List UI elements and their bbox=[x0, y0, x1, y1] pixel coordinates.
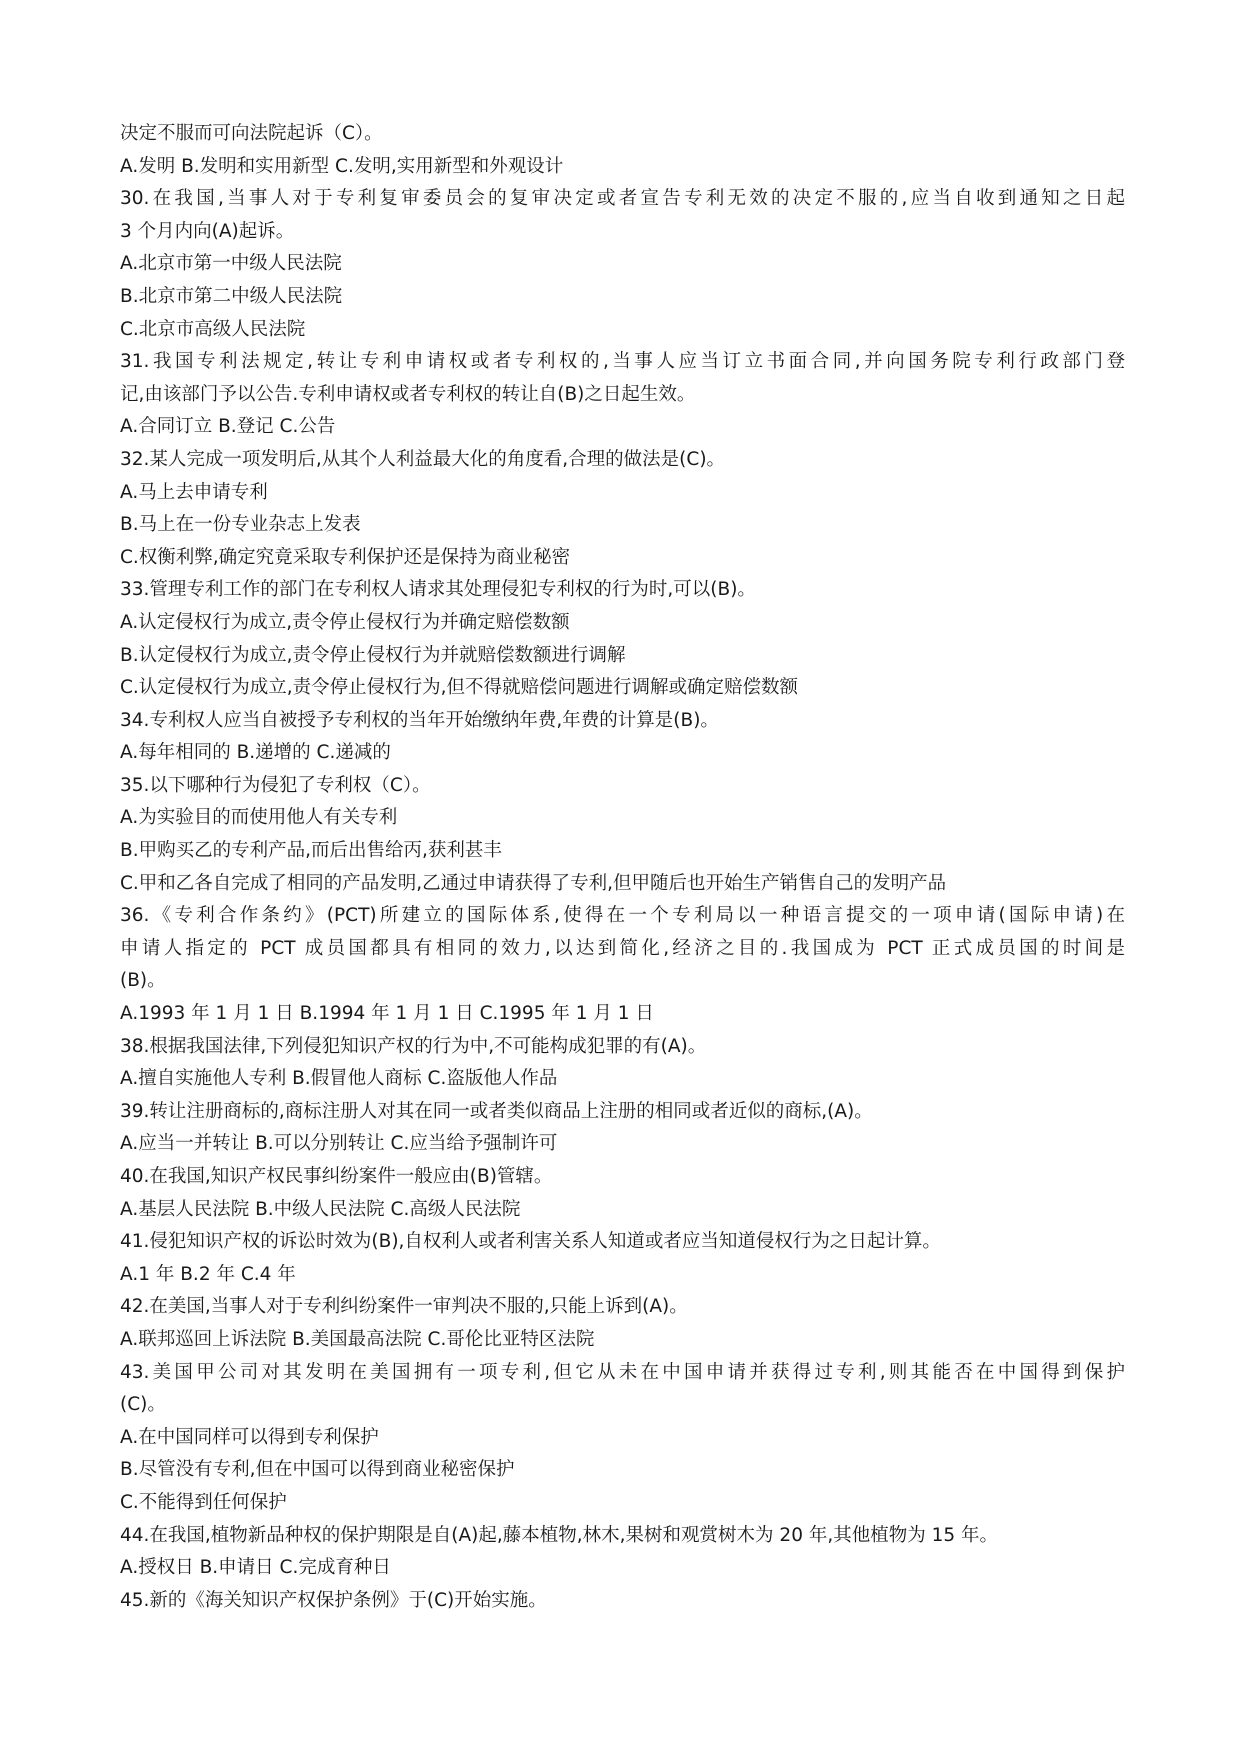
question-list bbox=[120, 118, 1125, 1617]
text-line: 35.以下哪种行为侵犯了专利权（C）。 bbox=[120, 774, 431, 796]
text-line: 记,由该部门予以公告.专利申请权或者专利权的转让自(B)之日起生效。 bbox=[120, 383, 696, 405]
text-line: A.马上去申请专利 bbox=[120, 481, 268, 503]
text-line: 44.在我国,植物新品种权的保护期限是自(A)起,藤本植物,林木,果树和观赏树木为 20 年,其他植物为 15 年。 bbox=[120, 1524, 999, 1546]
text-line: C.不能得到任何保护 bbox=[120, 1491, 287, 1513]
text-line: A.1 年 B.2 年 C.4 年 bbox=[120, 1263, 296, 1285]
text-line: (B)。 bbox=[120, 970, 166, 992]
text-line: 38.根据我国法律,下列侵犯知识产权的行为中,不可能构成犯罪的有(A)。 bbox=[120, 1035, 707, 1057]
text-line: A.擅自实施他人专利 B.假冒他人商标 C.盗版他人作品 bbox=[120, 1068, 558, 1090]
text-line: 36.《专利合作条约》(PCT)所建立的国际体系,使得在一个专利局以一种语言提交的一项申请(国际申请)在 bbox=[120, 905, 1125, 927]
text-line: 42.在美国,当事人对于专利纠纷案件一审判决不服的,只能上诉到(A)。 bbox=[120, 1296, 688, 1318]
text-line: A.在中国同样可以得到专利保护 bbox=[120, 1426, 379, 1448]
text-line: 30.在我国,当事人对于专利复审委员会的复审决定或者宣告专利无效的决定不服的,应当自收到通知之日起 bbox=[120, 188, 1125, 210]
text-line: 3 个月内向(A)起诉。 bbox=[120, 220, 295, 242]
text-line: C.北京市高级人民法院 bbox=[120, 318, 306, 340]
text-line: 43.美国甲公司对其发明在美国拥有一项专利,但它从未在中国申请并获得过专利,则其能否在中国得到保护 bbox=[120, 1361, 1125, 1383]
text-line: (C)。 bbox=[120, 1394, 166, 1416]
text-line: 31.我国专利法规定,转让专利申请权或者专利权的,当事人应当订立书面合同,并向国务院专利行政部门登 bbox=[120, 351, 1125, 373]
document-page bbox=[120, 118, 1125, 1617]
text-line: A.认定侵权行为成立,责令停止侵权行为并确定赔偿数额 bbox=[120, 611, 570, 633]
text-line: 33.管理专利工作的部门在专利权人请求其处理侵犯专利权的行为时,可以(B)。 bbox=[120, 579, 756, 601]
text-line: A.合同订立 B.登记 C.公告 bbox=[120, 416, 336, 438]
text-line: 41.侵犯知识产权的诉讼时效为(B),自权利人或者利害关系人知道或者应当知道侵权行为之日起计算。 bbox=[120, 1231, 941, 1253]
text-line: A.为实验目的而使用他人有关专利 bbox=[120, 807, 398, 829]
text-line: A.北京市第一中级人民法院 bbox=[120, 253, 342, 275]
text-line: 申请人指定的 PCT 成员国都具有相同的效力,以达到简化,经济之目的.我国成为 PCT 正式成员国的时间是 bbox=[120, 937, 1125, 959]
text-line: B.马上在一份专业杂志上发表 bbox=[120, 514, 361, 536]
text-line: C.认定侵权行为成立,责令停止侵权行为,但不得就赔偿问题进行调解或确定赔偿数额 bbox=[120, 677, 799, 699]
text-line: 34.专利权人应当自被授予专利权的当年开始缴纳年费,年费的计算是(B)。 bbox=[120, 709, 719, 731]
text-line: A.联邦巡回上诉法院 B.美国最高法院 C.哥伦比亚特区法院 bbox=[120, 1328, 595, 1350]
text-line: B.认定侵权行为成立,责令停止侵权行为并就赔偿数额进行调解 bbox=[120, 644, 626, 666]
text-line: A.每年相同的 B.递增的 C.递减的 bbox=[120, 742, 391, 764]
text-line: 45.新的《海关知识产权保护条例》于(C)开始实施。 bbox=[120, 1589, 547, 1611]
text-line: B.北京市第二中级人民法院 bbox=[120, 285, 343, 307]
text-line: A.基层人民法院 B.中级人民法院 C.高级人民法院 bbox=[120, 1198, 521, 1220]
text-line: B.尽管没有专利,但在中国可以得到商业秘密保护 bbox=[120, 1459, 515, 1481]
text-line: 39.转让注册商标的,商标注册人对其在同一或者类似商品上注册的相同或者近似的商标,(A)。 bbox=[120, 1100, 873, 1122]
text-line: A.1993 年 1 月 1 日 B.1994 年 1 月 1 日 C.1995 年 1 月 1 日 bbox=[120, 1003, 654, 1025]
text-line: 32.某人完成一项发明后,从其个人利益最大化的角度看,合理的做法是(C)。 bbox=[120, 448, 726, 470]
text-line: A.授权日 B.申请日 C.完成育种日 bbox=[120, 1557, 391, 1579]
text-line: 决定不服而可向法院起诉（C）。 bbox=[120, 123, 383, 144]
text-line: C.甲和乙各自完成了相同的产品发明,乙通过申请获得了专利,但甲随后也开始生产销售自己的发明产品 bbox=[120, 872, 947, 894]
text-line: A.应当一并转让 B.可以分别转让 C.应当给予强制许可 bbox=[120, 1133, 558, 1155]
text-line: 40.在我国,知识产权民事纠纷案件一般应由(B)管辖。 bbox=[120, 1166, 553, 1187]
text-line: B.甲购买乙的专利产品,而后出售给丙,获利甚丰 bbox=[120, 840, 502, 862]
text-line: C.权衡利弊,确定究竟采取专利保护还是保持为商业秘密 bbox=[120, 546, 571, 568]
text-line: A.发明 B.发明和实用新型 C.发明,实用新型和外观设计 bbox=[120, 155, 564, 177]
